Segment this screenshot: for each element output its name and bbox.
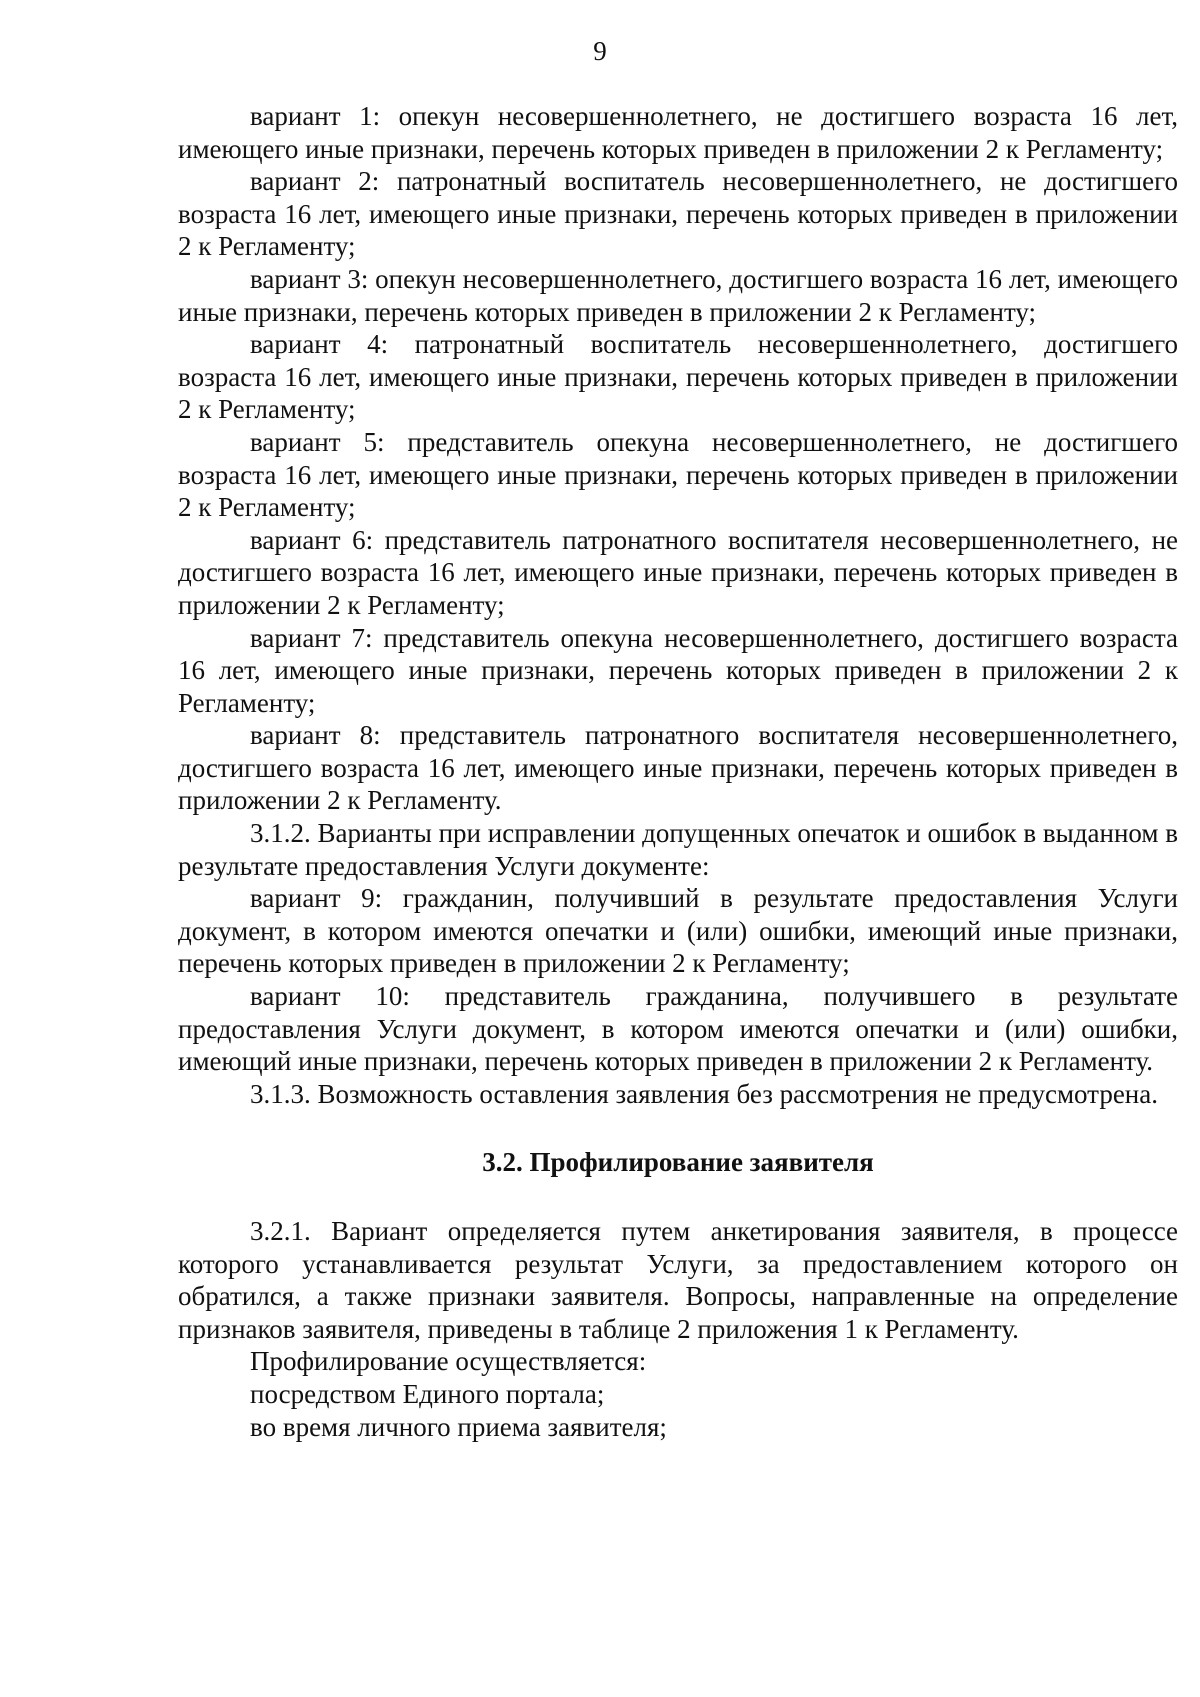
paragraph-variant-4: вариант 4: патронатный воспитатель несовершеннолетнего, достигшего возраста 16 лет, имеющего иные признаки, перечень которых приведен в приложении 2 к Регламенту;	[178, 329, 1178, 425]
paragraph-variant-2: вариант 2: патронатный воспитатель несовершеннолетнего, не достигшего возраста 16 лет, имеющего иные признаки, перечень которых приведен в приложении 2 к Регламенту;	[178, 166, 1178, 262]
page-number: 9	[593, 36, 607, 66]
paragraph-variant-6: вариант 6: представитель патронатного воспитателя несовершеннолетнего, не достигшего возраста 16 лет, имеющего иные признаки, перечень которых приведен в приложении 2 к Регламенту;	[178, 524, 1178, 620]
paragraph-profiling-intro: Профилирование осуществляется:	[250, 1346, 647, 1377]
document-body	[178, 100, 1178, 1443]
paragraph-3-1-3: 3.1.3. Возможность оставления заявления без рассмотрения не предусмотрена.	[250, 1078, 1158, 1109]
paragraph-variant-9: вариант 9: гражданин, получивший в результате предоставления Услуги документ, в котором имеются опечатки и (или) ошибки, имеющий иные признаки, перечень которых приведен в приложении 2 к Регламенту;	[178, 883, 1178, 979]
paragraph-profiling-personal: во время личного приема заявителя;	[250, 1411, 667, 1442]
paragraph-variant-10: вариант 10: представитель гражданина, получившего в результате предоставления Услуги документ, в котором имеются опечатки и (или) ошибки, имеющий иные признаки, перечень которых приведен в приложении 2 к Регламенту.	[178, 981, 1178, 1077]
paragraph-variant-8: вариант 8: представитель патронатного воспитателя несовершеннолетнего, достигшего возраста 16 лет, имеющего иные признаки, перечень которых приведен в приложении 2 к Регламенту.	[178, 720, 1178, 816]
paragraph-variant-3: вариант 3: опекун несовершеннолетнего, достигшего возраста 16 лет, имеющего иные признаки, перечень которых приведен в приложении 2 к Регламенту;	[178, 263, 1178, 327]
section-heading: 3.2. Профилирование заявителя	[482, 1147, 874, 1178]
paragraph-variant-1: вариант 1: опекун несовершеннолетнего, не достигшего возраста 16 лет, имеющего иные признаки, перечень которых приведен в приложении 2 к Регламенту;	[178, 101, 1178, 164]
paragraph-profiling-portal: посредством Единого портала;	[250, 1378, 605, 1409]
paragraph-3-2-1: 3.2.1. Вариант определяется путем анкетирования заявителя, в процессе которого устанавливается результат Услуги, за предоставлением которого он обратился, а также признаки заявителя. Вопросы, направленные на определение признаков заявителя, приведены в таблице 2 приложения 1 к Регламенту.	[178, 1216, 1178, 1344]
paragraph-3-1-2: 3.1.2. Варианты при исправлении допущенных опечаток и ошибок в выданном в результате предоставления Услуги документе:	[178, 818, 1178, 881]
paragraph-variant-5: вариант 5: представитель опекуна несовершеннолетнего, не достигшего возраста 16 лет, имеющего иные признаки, перечень которых приведен в приложении 2 к Регламенту;	[178, 426, 1178, 523]
paragraph-variant-7: вариант 7: представитель опекуна несовершеннолетнего, достигшего возраста 16 лет, имеющего иные признаки, перечень которых приведен в приложении 2 к Регламенту;	[178, 622, 1178, 718]
